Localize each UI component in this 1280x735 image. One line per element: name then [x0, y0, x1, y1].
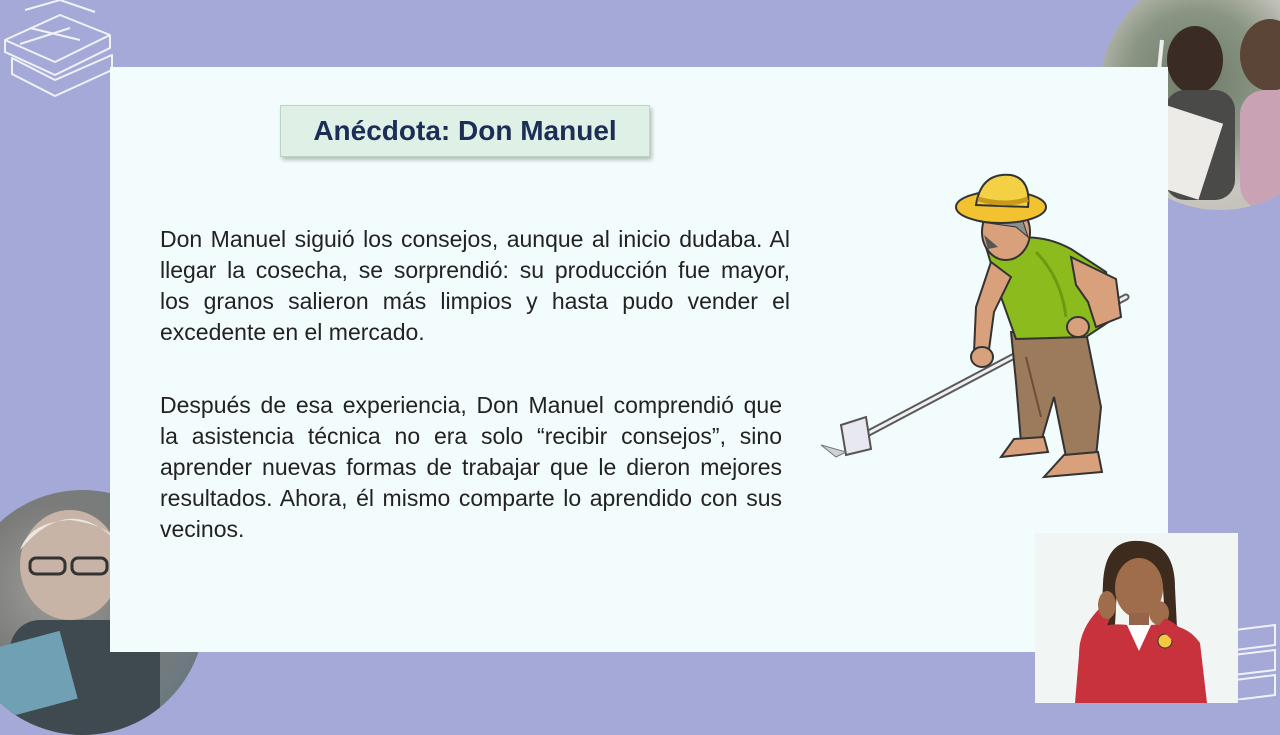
slide-panel — [110, 67, 1168, 652]
farmer-illustration — [816, 167, 1136, 497]
paragraph-2: Después de esa experiencia, Don Manuel comprendió que la asistencia técnica no era solo “recibir consejos”, sino aprender nuevas formas de trabajar que le dieron mejores resultados. Ahora, él mismo comparte lo aprendido con sus vecinos. — [160, 392, 782, 542]
sign-language-interpreter-video — [1035, 533, 1238, 703]
books-icon — [0, 0, 120, 110]
slide-title: Anécdota: Don Manuel — [313, 115, 617, 146]
slide-title-box — [280, 105, 650, 157]
paragraph-1: Don Manuel siguió los consejos, aunque al inicio dudaba. Al llegar la cosecha, se sorprendió: su producción fue mayor, los granos salieron más limpios y hasta pudo vender el excedente en el mercado. — [160, 226, 790, 345]
